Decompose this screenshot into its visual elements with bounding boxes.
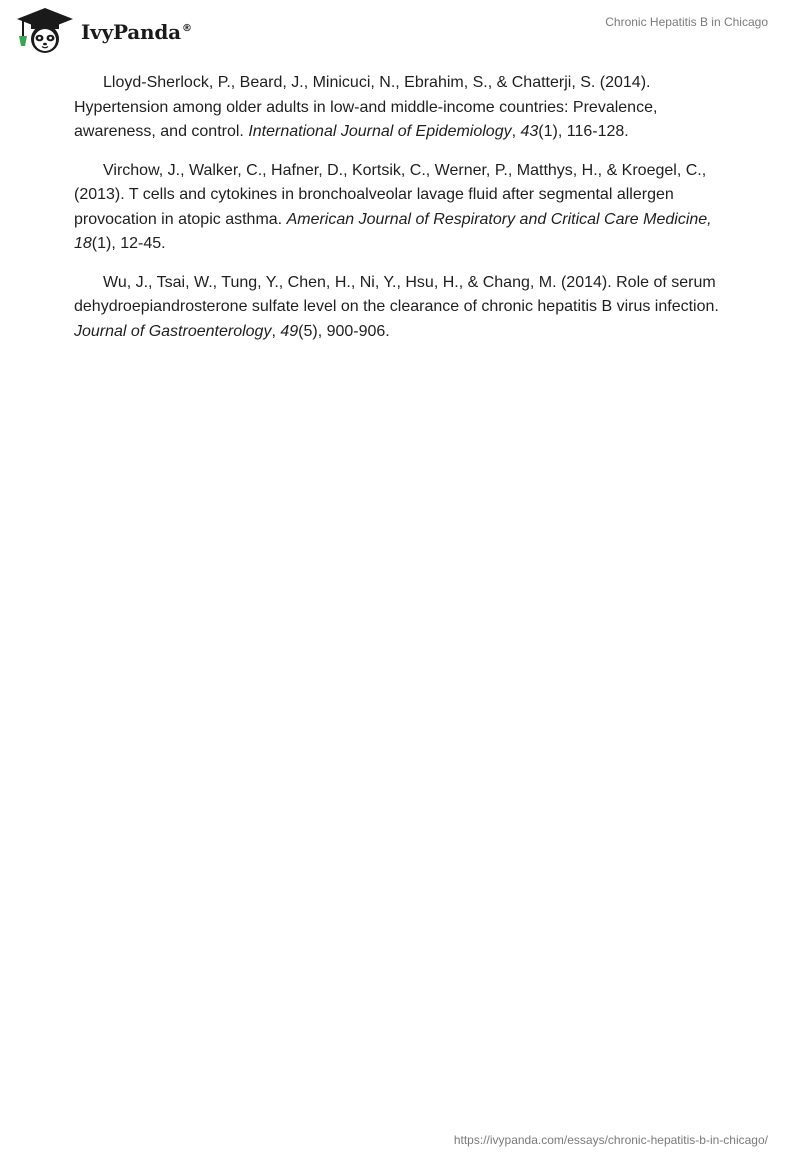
registered-mark: ® [181,23,192,35]
reference-issue-pages: (1), 116-128. [538,123,629,140]
reference-authors-title: Lloyd-Sherlock, P., Beard, J., Minicuci, N., Ebrahim, S., & Chatterji, S. (2014). Hypertension among older adults in low-and middle-income countries: Prevalence, awareness, and control. [74,74,658,140]
source-url-link[interactable]: https://ivypanda.com/essays/chronic-hepatitis-b-in-chicago/ [453,1133,768,1147]
reference-journal: American Journal of Respiratory and Critical Care Medicine, [286,210,712,228]
reference-entry [74,71,726,145]
reference-volume: 18 [74,235,92,252]
ivypanda-logo[interactable] [15,6,192,56]
page-header [0,0,800,64]
reference-issue-pages: (5), 900-906. [298,322,390,340]
running-head: Chronic Hepatitis B in Chicago [605,15,768,29]
reference-authors-title: Virchow, J., Walker, C., Hafner, D., Kortsik, C., Werner, P., Matthys, H., & Kroegel, C., (2013). T cells and cytokines in bronchoalveolar lavage fluid after segmental allergen provocation in atopic asthma. [74,161,707,228]
reference-separator: , [271,322,281,340]
reference-entry [74,159,726,257]
reference-authors-title: Wu, J., Tsai, W., Tung, Y., Chen, H., Ni, Y., Hsu, H., & Chang, M. (2014). Role of serum dehydroepiandrosterone sulfate level on the clearance of chronic hepatitis B virus infection. [74,273,719,315]
brand-name: IvyPanda® [81,20,192,44]
reference-journal: International Journal of Epidemiology [248,123,512,140]
reference-entry [74,271,726,345]
panda-graduate-icon [15,6,75,56]
reference-separator: , [511,123,521,140]
reference-volume: 49 [280,322,299,340]
reference-journal: Journal of Gastroenterology [74,322,272,340]
reference-issue-pages: (1), 12-45. [91,235,166,252]
reference-volume: 43 [520,123,539,140]
reference-list [74,71,726,358]
